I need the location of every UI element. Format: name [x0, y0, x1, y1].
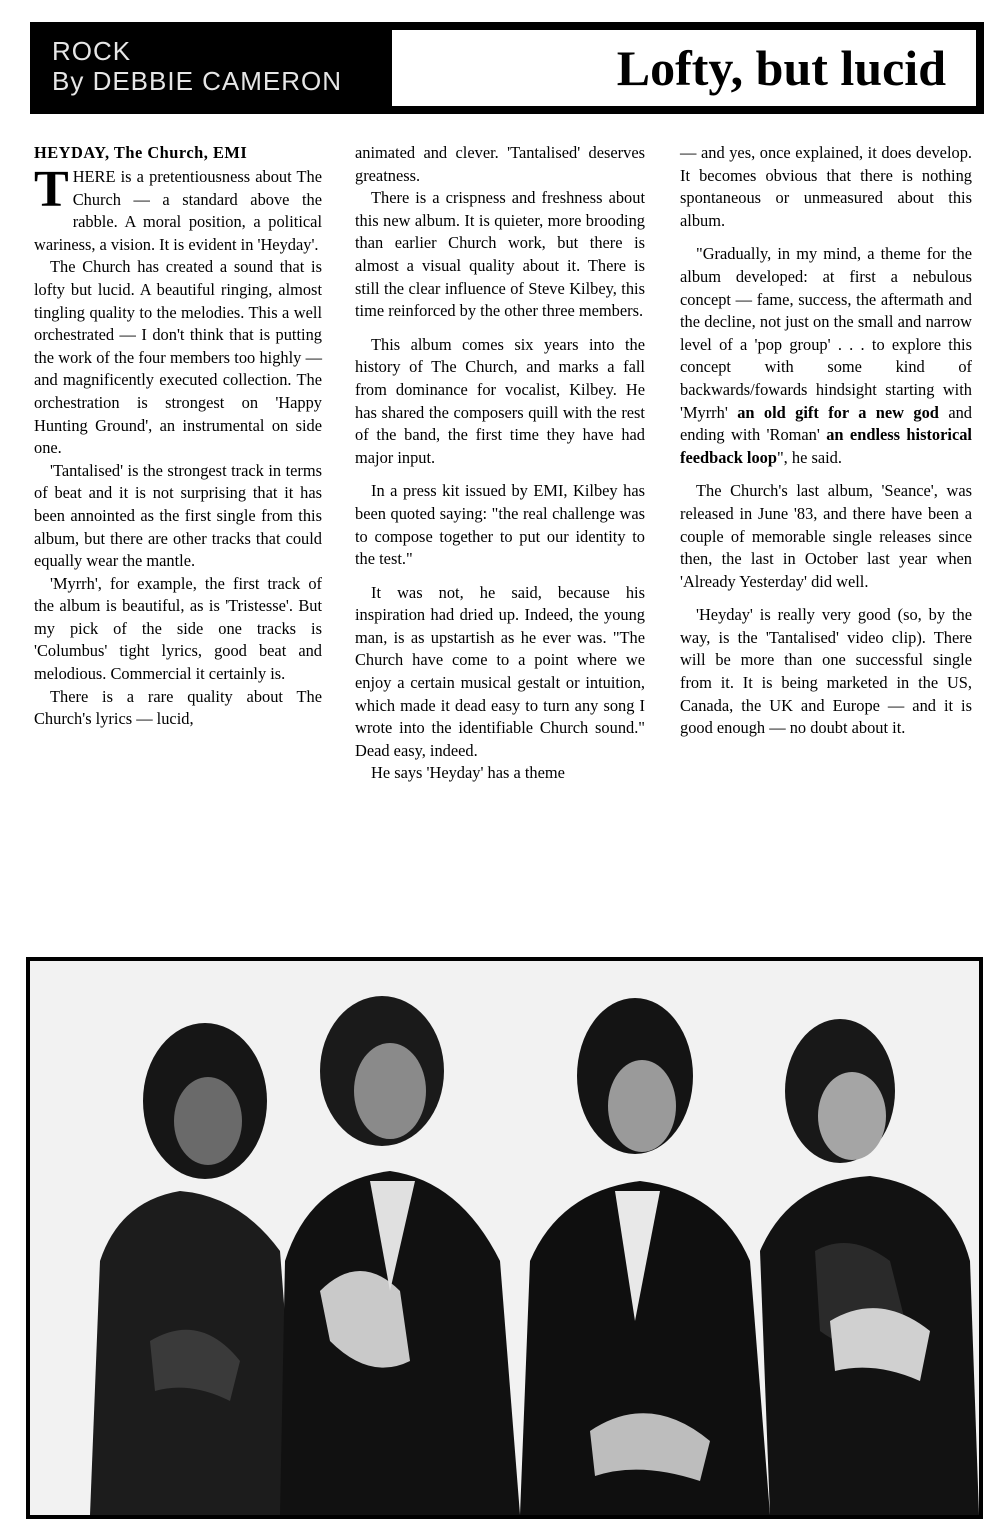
band-photo [26, 957, 983, 1519]
paragraph: The Church has created a sound that is lofty but lucid. A beautiful ringing, almost tingling quality to the melodies. This a well orchestrated — I don't think that is putting the work of the four members too highly — and magnificently executed collection. The orchestration is strongest on 'Happy Hunting Ground', an instrumental on side one. [34, 257, 322, 458]
paragraph: In a press kit issued by EMI, Kilbey has been quoted saying: "the real challenge was to compose together to put our identity to the test." [355, 481, 645, 569]
paragraph: It was not, he said, because his inspiration had dried up. Indeed, the young man, is as upstartish as he ever was. "The Church have come to a point where we enjoy a certain musical gestalt or intuition, which made it dead easy to turn any song I wrote into the identifiable Church sound." Dead easy, indeed. [355, 582, 645, 760]
paragraph: The Church's last album, 'Seance', was released in June '83, and there have been a couple of memorable single releases since then, the last in October last year when 'Already Yesterday' did well. [680, 481, 972, 591]
paragraph: This album comes six years into the history of The Church, and marks a fall from dominance for vocalist, Kilbey. He has shared the composers quill with the rest of the band, the first time they have had major input. [355, 334, 645, 467]
headline: Lofty, but lucid [616, 40, 946, 96]
paragraph: 'Tantalised' is the strongest track in terms of beat and it is not surprising that it has been annointed as the first single from this album, but there are other tracks that could equally wear the mantle. [34, 460, 322, 571]
paragraph: — and yes, once explained, it does develop. It becomes obvious that there is nothing spontaneous or unmeasured about this album. [680, 143, 972, 230]
paragraph: THERE is a pretentiousness about The Church — a standard above the rabble. A moral position, a political wariness, a vision. It is evident in 'Heyday'. [34, 161, 322, 254]
bold-quote: an old gift for a new god [737, 402, 939, 422]
paragraph: There is a crispness and freshness about this new album. It is quieter, more brooding than earlier Church work, but there is almost a visual quality about it. There is still the clear influence of Steve Kilbey, this time reinforced by the other three members. [355, 188, 645, 321]
paragraph: "Gradually, in my mind, a theme for the album developed: at first a nebulous concept — fame, success, the aftermath and the decline, not just on the small and narrow level of a 'pop group' . . . to explore this concept with some kind of backwards/fowards hindsight starting with 'Myrrh' an old gift for a new god and ending with 'Roman' an endless historical feedback loop", he said. [680, 244, 972, 467]
paragraph: 'Heyday' is really very good (so, by the way, is the 'Tantalised' video clip). There will be more than one successful single from it. It is being marketed in the US, Canada, the UK and Europe — and it is good enough — no doubt about it. [680, 605, 972, 738]
headline-box [390, 28, 978, 108]
masthead-bar [30, 22, 984, 114]
paragraph: animated and clever. 'Tantalised' deserves greatness. [355, 143, 645, 185]
bold-quote: an endless historical feedback loop [680, 425, 972, 467]
article-column-2 [355, 142, 645, 785]
section-label: ROCK [52, 36, 132, 66]
article-column-3 [680, 142, 972, 740]
review-subhead: HEYDAY, The Church, EMI [34, 143, 248, 162]
article-column-1 [34, 142, 322, 731]
section-kicker [52, 36, 342, 96]
paragraph: 'Myrrh', for example, the first track of the album is beautiful, as is 'Tristesse'. But my pick of the side one tracks is 'Columbus' tight lyrics, good beat and melodious. Commercial it certainly is. [34, 573, 322, 684]
paragraph: There is a rare quality about The Church's lyrics — lucid, [34, 686, 322, 729]
drop-cap: T [34, 161, 69, 218]
band-photo-illustration [30, 961, 979, 1515]
paragraph: He says 'Heyday' has a theme [371, 763, 565, 783]
byline: By DEBBIE CAMERON [52, 66, 343, 96]
